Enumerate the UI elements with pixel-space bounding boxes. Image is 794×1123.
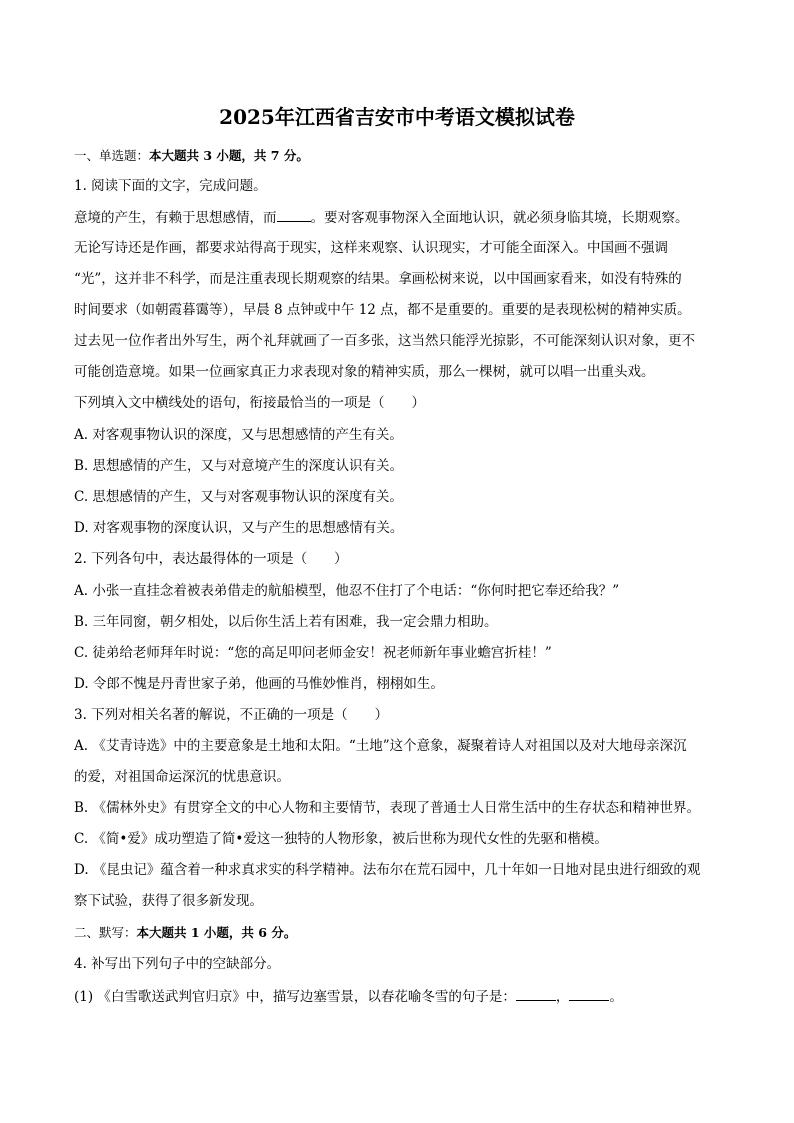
q3-option-c: C. 《简•爱》成功塑造了简•爱这一独特的人物形象，被后世称为现代女性的先驱和楷模。 xyxy=(74,831,608,847)
q1-passage-text-before-blank: 意境的产生，有赖于思想感情，而 xyxy=(74,210,277,226)
q2-option-a: A. 小张一直挂念着被表弟借走的航船模型，他忍不住打了个电话：“你何时把它奉还给我？” xyxy=(74,583,620,599)
q3-option-a: A. 《艾青诗选》中的主要意象是土地和太阳。“土地”这个意象，凝聚着诗人对祖国以及对大地母亲深沉 xyxy=(74,738,687,754)
q1-passage-line-5: 过去见一位作者出外写生，两个礼拜就画了一百多张，这当然只能浮光掠影，不可能深刻认识对象，更不 xyxy=(74,333,695,349)
section-2-heading xyxy=(74,923,724,943)
q1-answer-blank xyxy=(277,207,311,222)
q1-option-b: B. 思想感情的产生，又与对意境产生的深度认识有关。 xyxy=(74,458,404,474)
q3-stem: 3. 下列对相关名著的解说，不正确的一项是（ ） xyxy=(74,707,389,723)
q3-option-a-cont: 的爱，对祖国命运深沉的忧患意识。 xyxy=(74,769,290,785)
q1-option-d: D. 对客观事物的深度认识，又与产生的思想感情有关。 xyxy=(74,520,404,536)
q4-stem: 4. 补写出下列句子中的空缺部分。 xyxy=(74,956,281,972)
q1-passage-line-4: 时间要求（如朝霞暮霭等），早晨 8 点钟或中午 12 点，都不是重要的。重要的是表现松树的精神实质。 xyxy=(74,302,691,318)
q2-option-b: B. 三年同窗，朝夕相处，以后你生活上若有困难，我一定会鼎力相助。 xyxy=(74,614,498,630)
q1-passage-line-6: 可能创造意境。如果一位画家真正力求表现对象的精神实质，那么一棵树，就可以唱一出重头戏。 xyxy=(74,364,655,380)
q1-passage-line-3: “光”，这并非不科学，而是注重表现长期观察的结果。拿画松树来说，以中国画家看来，如没有特殊的 xyxy=(74,271,682,287)
q1-passage-text-after-blank: 。要对客观事物深入全面地认识，就必须身临其境，长期观察。 xyxy=(310,210,689,226)
q1-option-a: A. 对客观事物认识的深度，又与思想感情的产生有关。 xyxy=(74,427,403,443)
q4-sub1-separator: ， xyxy=(555,989,570,1005)
q1-passage-line-1 xyxy=(74,207,724,228)
q2-stem: 2. 下列各句中，表达最得体的一项是（ ） xyxy=(74,551,348,567)
q4-sub1-blank-1 xyxy=(516,986,556,1001)
q4-sub1 xyxy=(74,986,724,1007)
section-2-info: 本大题共 1 小题，共 6 分。 xyxy=(136,925,297,940)
q2-option-c: C. 徒弟给老师拜年时说：“您的高足叩问老师金安！祝老师新年事业蟾宫折桂！” xyxy=(74,645,552,661)
q4-sub1-prompt: (1) 《白雪歌送武判官归京》中，描写边塞雪景，以春花喻冬雪的句子是： xyxy=(74,989,516,1005)
section-1-heading xyxy=(74,146,724,166)
page-title: 2025年江西省吉安市中考语文模拟试卷 xyxy=(219,105,575,129)
q3-option-b: B. 《儒林外史》有贯穿全文的中心人物和主要情节，表现了普通士人日常生活中的生存状态和精神世界。 xyxy=(74,800,701,816)
q1-option-c: C. 思想感情的产生，又与对客观事物认识的深度有关。 xyxy=(74,489,403,505)
section-1-label: 一、单选题： xyxy=(74,148,150,163)
q2-option-d: D. 令郎不愧是丹青世家子弟，他画的马惟妙惟肖，栩栩如生。 xyxy=(74,676,444,692)
q4-sub1-blank-2 xyxy=(569,986,609,1001)
q3-option-d-cont: 察下试验，获得了很多新发现。 xyxy=(74,893,263,909)
section-1-info: 本大题共 3 小题，共 7 分。 xyxy=(149,148,309,163)
q4-sub1-end: 。 xyxy=(609,989,623,1005)
q3-option-d: D. 《昆虫记》蕴含着一种求真求实的科学精神。法布尔在荒石园中，几十年如一日地对昆虫进行细致的观 xyxy=(74,862,701,878)
section-2-label: 二、默写： xyxy=(74,925,137,940)
q1-question: 下列填入文中横线处的语句，衔接最恰当的一项是（ ） xyxy=(74,395,425,411)
q1-passage-line-2: 无论写诗还是作画，都要求站得高于现实，这样来观察、认识现实，才可能全面深入。中国画不强调 xyxy=(74,240,668,256)
q1-stem: 1. 阅读下面的文字，完成问题。 xyxy=(74,178,267,194)
